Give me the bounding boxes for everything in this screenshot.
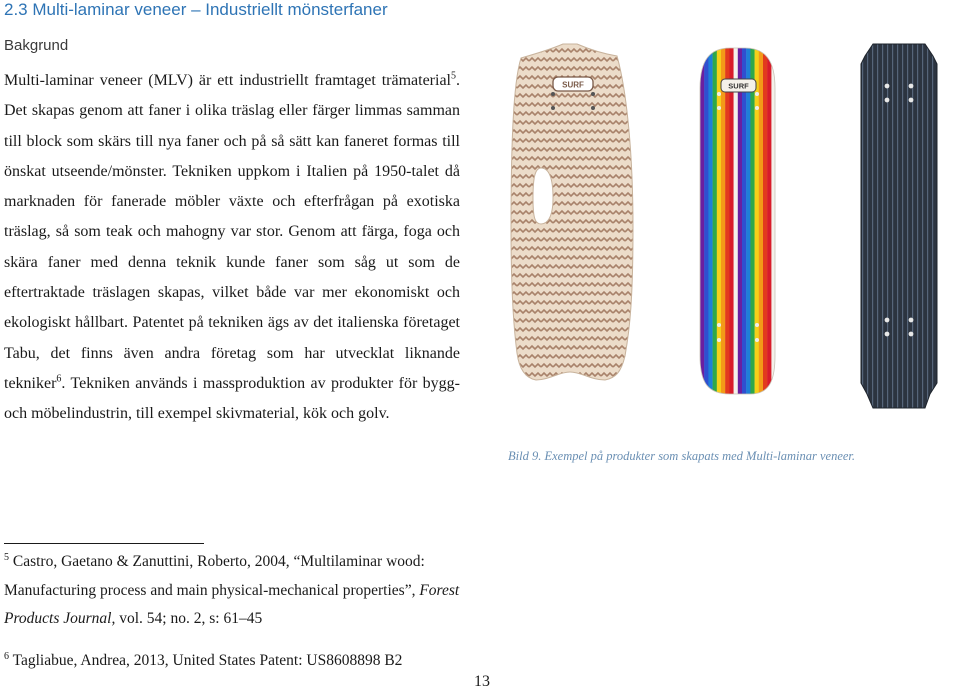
body-paragraph	[4, 66, 460, 430]
rainbow-stripe	[755, 46, 759, 398]
rainbow-stripe	[763, 46, 767, 398]
section-heading: 2.3 Multi-laminar veneer – Industriellt mönsterfaner	[4, 0, 388, 19]
subsection-heading: Bakgrund	[4, 37, 69, 54]
figure-caption: Bild 9. Exempel på produkter som skapats med Multi-laminar veneer.	[508, 449, 856, 463]
footnote-text: Tagliabue, Andrea, 2013, United States Patent: US8608898 B2	[12, 652, 403, 669]
logo-badge	[553, 77, 593, 91]
rainbow-stripe	[700, 46, 704, 398]
logo-text: SURF	[728, 81, 749, 91]
rainbow-stripe	[704, 46, 708, 398]
footnote-text: Castro, Gaetano & Zanuttini, Roberto, 2004, “Multilaminar wood: Manufacturing process and main physical-mechanical properties”,	[4, 553, 425, 599]
page-number: 13	[474, 673, 490, 690]
body-text-part: . Det skapas genom att faner i olika träslag eller färger limmas samman till block som skärs till nya faner och på så sätt kan faneret formas till önskat utseende/mönster. Tekniken uppkom i Italien på 1950-talet då marknaden för fanerade möbler växte och efterfrågan på exotiska träslag, så som teak och mahogny var stor. Genom att färga, foga och skära faner med denna teknik kunde faner som såg ut som de eftertraktade träslagen skapas, vilket både var mer ekonomiskt och ekologiskt hållbart. Patentet på tekniken ägs av det italienska företaget Tabu, det finns även andra företag som har utvecklat liknande tekniker	[4, 72, 460, 392]
rainbow-stripe	[713, 46, 717, 398]
rainbow-stripe	[776, 46, 780, 398]
footnote-number: 5	[4, 551, 9, 563]
rainbow-stripe	[742, 46, 746, 398]
rainbow-stripe	[721, 46, 725, 398]
rainbow-stripe	[734, 46, 738, 398]
logo-text: SURF	[562, 80, 584, 90]
skateboard-photo	[505, 28, 960, 448]
rainbow-stripe	[717, 46, 721, 398]
board-rainbow	[700, 46, 780, 398]
rainbow-stripe	[729, 46, 733, 398]
figure-image	[505, 28, 960, 448]
footnote-ref[interactable]: 6	[56, 373, 62, 385]
rainbow-stripe	[759, 46, 763, 398]
rainbow-stripe	[708, 46, 712, 398]
board-zigzag	[511, 44, 633, 380]
rainbow-stripe	[750, 46, 754, 398]
footnote-ref[interactable]: 5	[451, 70, 456, 82]
rainbow-stripe	[767, 46, 771, 398]
board-pinstripe	[861, 44, 937, 408]
footnote-separator	[4, 543, 204, 544]
footnote-6	[4, 647, 464, 676]
footnote-number: 6	[4, 650, 9, 662]
rainbow-stripe	[746, 46, 750, 398]
rainbow-stripe	[725, 46, 729, 398]
footnote-text: vol. 54; no. 2, s: 61–45	[115, 610, 263, 628]
body-text-part: Multi-laminar veneer (MLV) är ett industriellt framtaget trämaterial	[4, 72, 451, 89]
body-text-part: . Tekniken används i massproduktion av produkter för bygg- och möbelindustrin, till exempel skivmaterial, kök och golv.	[4, 374, 460, 423]
rainbow-stripe	[738, 46, 742, 398]
footnote-5	[4, 548, 464, 634]
journal-title: Forest Products Journal,	[4, 581, 460, 628]
